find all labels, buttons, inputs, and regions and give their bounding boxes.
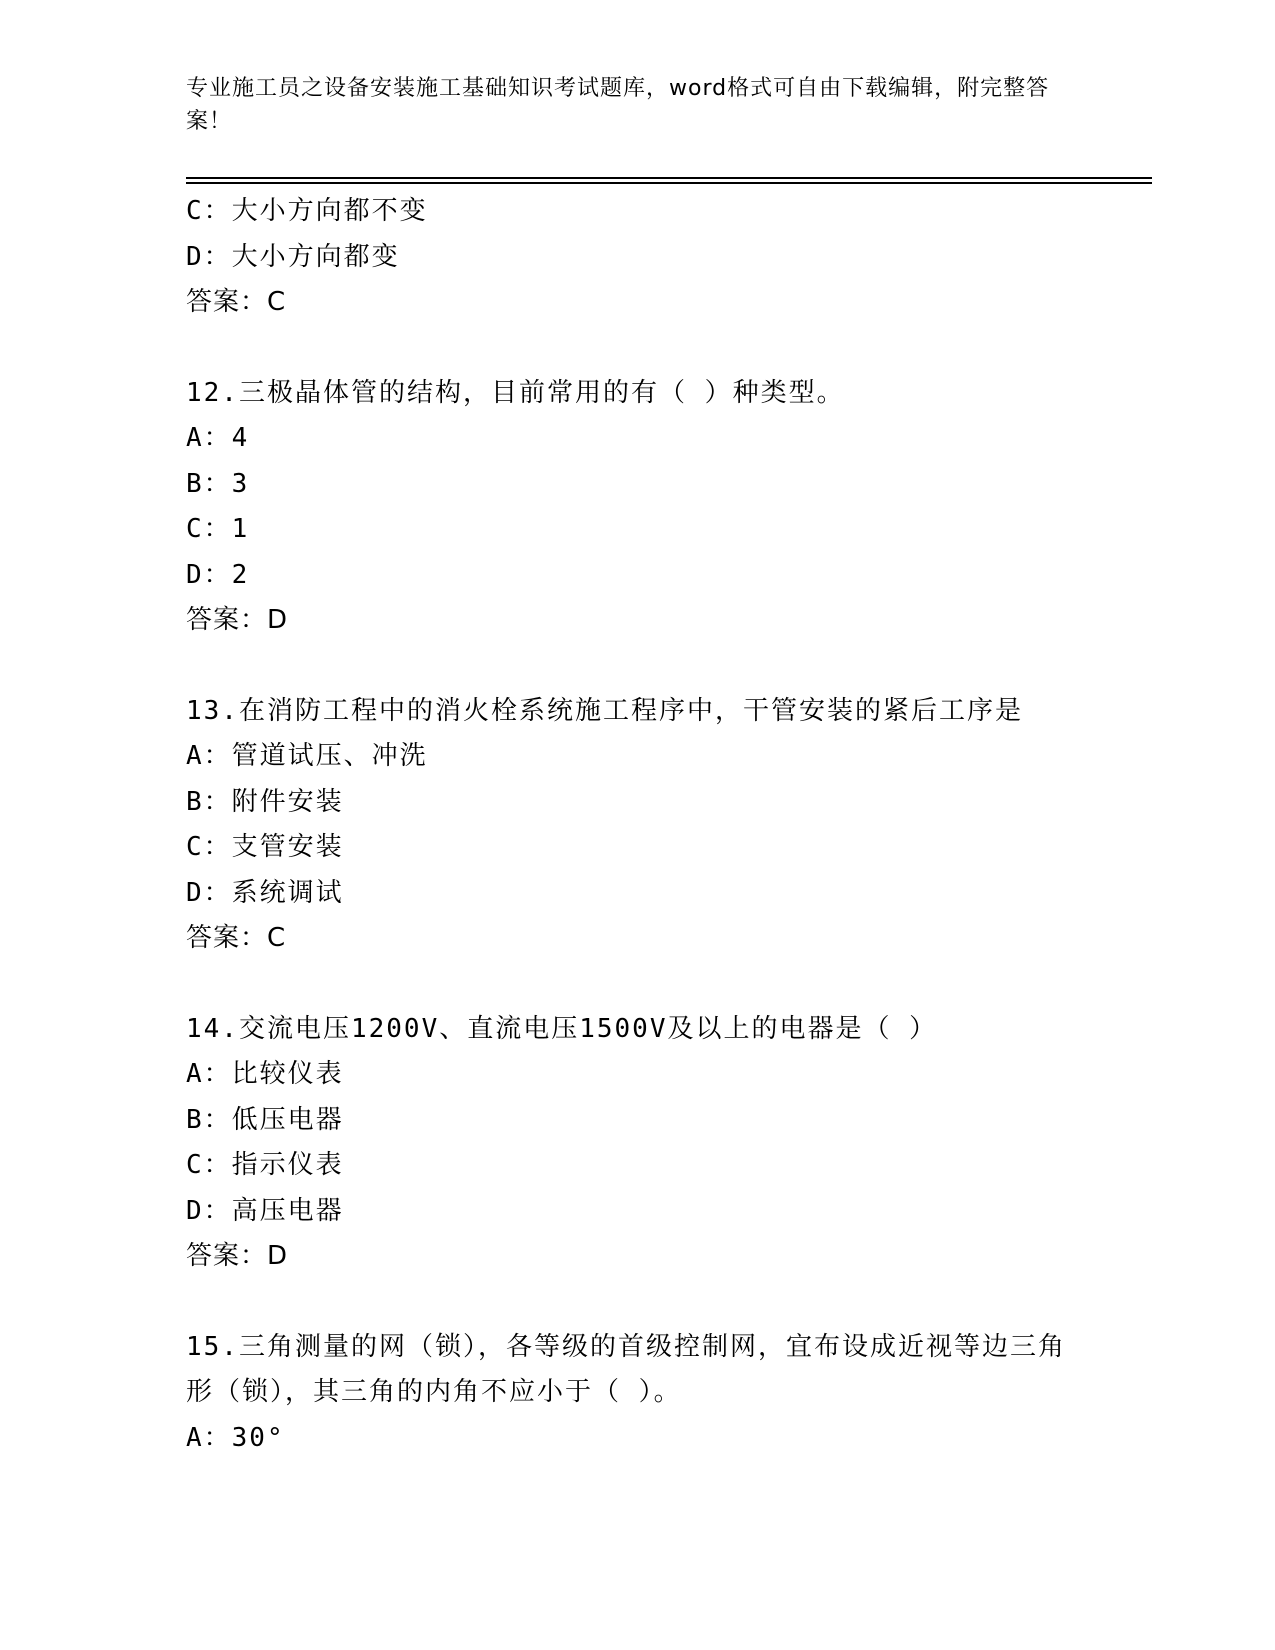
- option-label: C：: [186, 832, 232, 862]
- question-text: 15.三角测量的网（锁），各等级的首级控制网，宜布设成近视等边三角形（锁），其三角的内角不应小于（ ）。: [186, 1331, 1066, 1407]
- answer-line: 答案：D: [186, 605, 289, 635]
- option-text: 比较仪表: [231, 1059, 344, 1089]
- question-text: 14.交流电压1200V、直流电压1500V及以上的电器是（ ）: [186, 1013, 938, 1044]
- option-b: [186, 462, 1146, 508]
- option-label: C：: [186, 514, 232, 544]
- answer-line: 答案：C: [186, 287, 287, 317]
- question-text: 12.三极晶体管的结构，目前常用的有（ ）种类型。: [186, 377, 845, 408]
- option-text: 低压电器: [231, 1104, 344, 1135]
- option-label: B：: [186, 1104, 232, 1135]
- spacer: [186, 644, 1146, 689]
- spacer: [186, 1280, 1146, 1325]
- spacer: [186, 962, 1146, 1007]
- option-d: [186, 871, 1146, 917]
- option-text: 1: [231, 514, 250, 544]
- answer-line: 答案：D: [186, 1241, 289, 1271]
- option-label: C：: [186, 196, 232, 226]
- option-a: [186, 1416, 1146, 1462]
- option-text: 3: [231, 468, 250, 499]
- option-label: D：: [186, 1195, 232, 1226]
- spacer: [186, 326, 1146, 371]
- option-text: 大小方向都变: [231, 241, 400, 272]
- answer-line: 答案：C: [186, 923, 287, 953]
- option-text: 管道试压、冲洗: [231, 741, 428, 771]
- option-label: A：: [186, 1422, 232, 1453]
- option-label: C：: [186, 1150, 232, 1180]
- option-c: [186, 1143, 1146, 1189]
- option-label: B：: [186, 468, 232, 499]
- option-text: 4: [231, 423, 250, 453]
- option-d: [186, 1189, 1146, 1235]
- question-block-15: [186, 1325, 1146, 1462]
- option-d: [186, 553, 1146, 599]
- header-rule-top: [186, 177, 1152, 179]
- option-d: [186, 235, 1146, 281]
- option-c: [186, 189, 1146, 235]
- option-text: 指示仪表: [231, 1150, 344, 1180]
- option-b: [186, 780, 1146, 826]
- option-c: [186, 825, 1146, 871]
- option-text: 大小方向都不变: [231, 196, 428, 226]
- option-text: 支管安装: [231, 832, 344, 862]
- option-text: 30°: [231, 1422, 285, 1453]
- document-header: 专业施工员之设备安装施工基础知识考试题库，word格式可自由下载编辑，附完整答案！: [186, 76, 1050, 134]
- option-c: [186, 507, 1146, 553]
- option-text: 2: [231, 559, 250, 590]
- question-text: 13.在消防工程中的消火栓系统施工程序中，干管安装的紧后工序是: [186, 695, 1023, 726]
- option-label: D：: [186, 877, 232, 908]
- option-a: [186, 734, 1146, 780]
- option-label: A：: [186, 741, 232, 771]
- option-label: B：: [186, 786, 232, 817]
- option-label: D：: [186, 559, 232, 590]
- question-block-14: [186, 1007, 1146, 1280]
- option-label: D：: [186, 241, 232, 272]
- question-block-12: [186, 371, 1146, 644]
- question-block-13: [186, 689, 1146, 962]
- header-rule-bottom: [186, 182, 1152, 184]
- option-text: 系统调试: [231, 877, 344, 908]
- option-text: 附件安装: [231, 786, 344, 817]
- option-a: [186, 1052, 1146, 1098]
- option-label: A：: [186, 423, 232, 453]
- prev-question-block: [186, 189, 1146, 326]
- question-content: [186, 189, 1146, 1461]
- option-a: [186, 416, 1146, 462]
- option-label: A：: [186, 1059, 232, 1089]
- option-b: [186, 1098, 1146, 1144]
- option-text: 高压电器: [231, 1195, 344, 1226]
